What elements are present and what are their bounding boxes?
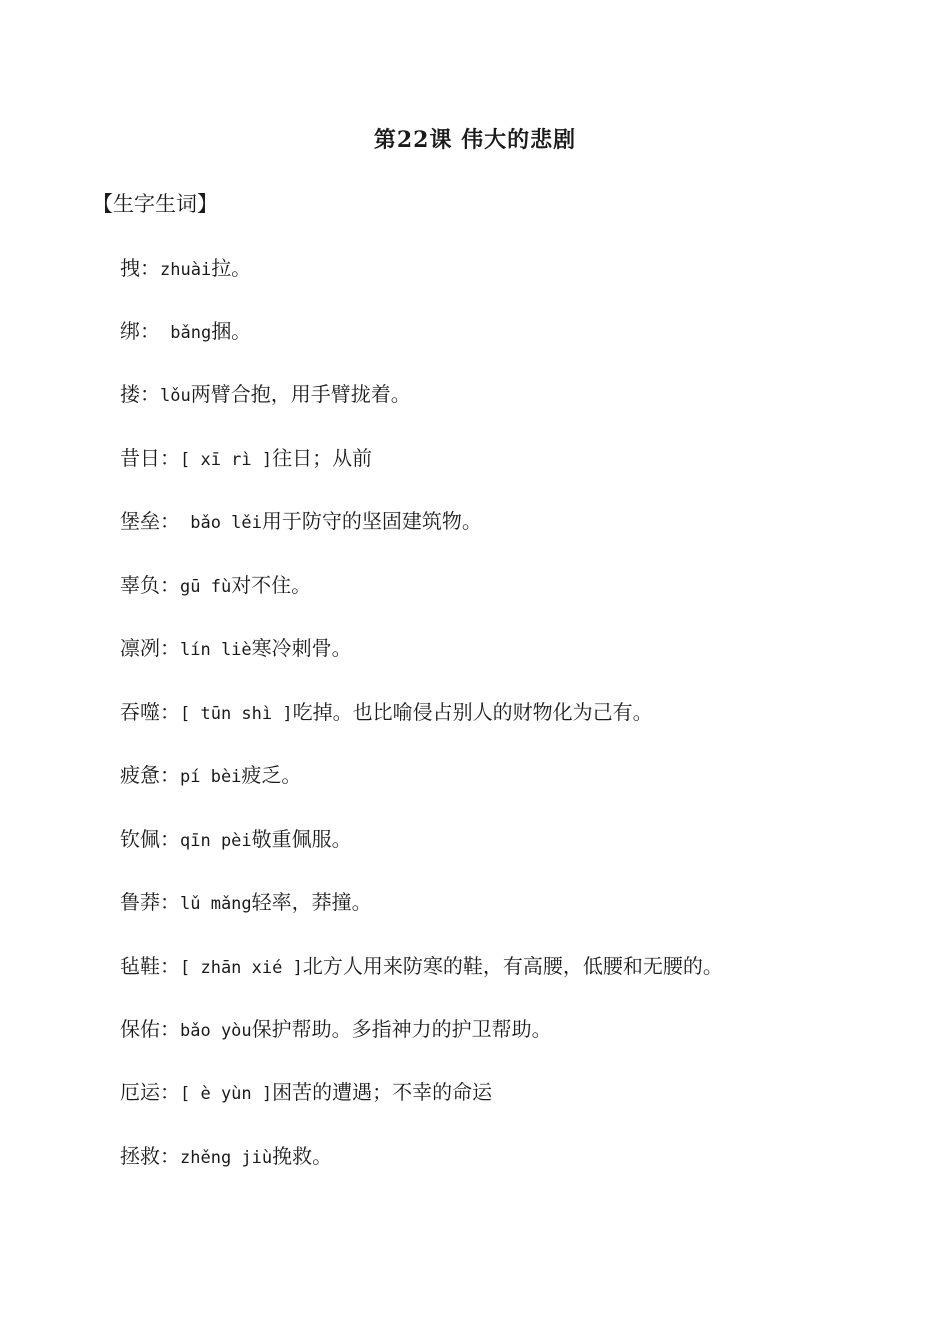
- vocab-word: 凛冽：: [120, 636, 180, 660]
- vocab-word: 保佑：: [120, 1017, 180, 1041]
- vocab-word: 吞噬：: [120, 700, 180, 724]
- vocab-pinyin: [ zhān xié ]: [180, 958, 303, 978]
- vocab-entry: [120, 759, 301, 793]
- vocab-word: 绑：: [120, 319, 160, 343]
- vocab-entry: [120, 569, 311, 603]
- vocab-word: 拯救：: [120, 1144, 180, 1168]
- vocab-meaning: 对不住。: [231, 573, 312, 597]
- vocab-entry: [120, 315, 251, 349]
- vocab-entry: [120, 950, 723, 984]
- vocab-entry: [120, 1076, 492, 1110]
- vocab-meaning: 北方人用来防寒的鞋，有高腰，低腰和无腰的。: [302, 954, 723, 978]
- vocab-entry: [120, 823, 352, 857]
- vocab-entry: [120, 696, 653, 730]
- vocab-word: 钦佩：: [120, 827, 180, 851]
- vocab-meaning: 吃掉。也比喻侵占别人的财物化为己有。: [292, 700, 653, 724]
- vocab-pinyin: lǒu: [160, 386, 191, 406]
- vocab-word: 鲁莽：: [120, 890, 180, 914]
- vocab-word: 堡垒：: [120, 509, 180, 533]
- vocab-meaning: 用于防守的坚固建筑物。: [261, 509, 482, 533]
- vocab-word: 辜负：: [120, 573, 180, 597]
- vocab-entry: [120, 378, 411, 412]
- vocab-word: 厄运：: [120, 1080, 180, 1104]
- vocab-pinyin: bǎo lěi: [180, 513, 262, 533]
- vocab-meaning: 困苦的遭遇；不幸的命运: [272, 1080, 493, 1104]
- vocab-entry: [120, 1140, 332, 1174]
- page-title: 第22课 伟大的悲剧: [373, 127, 577, 153]
- vocab-word: 昔日：: [120, 446, 180, 470]
- vocab-meaning: 寒冷刺骨。: [251, 636, 352, 660]
- vocab-pinyin: lǔ mǎng: [180, 894, 252, 914]
- vocab-entry: [120, 632, 352, 666]
- vocab-entry: [120, 1013, 552, 1047]
- section-heading: 【生字生词】: [92, 192, 218, 216]
- vocab-entry: [120, 886, 372, 920]
- vocab-meaning: 敬重佩服。: [251, 827, 352, 851]
- vocab-pinyin: gū fù: [180, 577, 232, 597]
- vocab-meaning: 两臂合抱，用手臂拢着。: [190, 382, 411, 406]
- vocab-pinyin: [ è yùn ]: [180, 1084, 273, 1104]
- vocab-pinyin: zhuài: [160, 260, 212, 280]
- vocab-meaning: 拉。: [211, 256, 252, 280]
- vocab-pinyin: lín liè: [180, 640, 252, 660]
- vocab-word: 拽：: [120, 256, 160, 280]
- vocab-word: 搂：: [120, 382, 160, 406]
- vocab-pinyin: zhěng jiù: [180, 1148, 273, 1168]
- vocab-meaning: 往日；从前: [272, 446, 373, 470]
- vocab-meaning: 疲乏。: [241, 763, 302, 787]
- vocab-pinyin: bǎng: [160, 323, 212, 343]
- vocab-word: 疲惫：: [120, 763, 180, 787]
- vocab-meaning: 保护帮助。多指神力的护卫帮助。: [251, 1017, 552, 1041]
- vocab-pinyin: bǎo yòu: [180, 1021, 252, 1041]
- vocab-entry: [120, 442, 372, 476]
- vocab-meaning: 轻率，莽撞。: [251, 890, 372, 914]
- vocab-pinyin: [ xī rì ]: [180, 450, 273, 470]
- vocab-word: 毡鞋：: [120, 954, 180, 978]
- vocab-pinyin: [ tūn shì ]: [180, 704, 293, 724]
- vocab-meaning: 捆。: [211, 319, 252, 343]
- vocab-pinyin: pí bèi: [180, 767, 242, 787]
- vocab-meaning: 挽救。: [272, 1144, 333, 1168]
- vocab-entry: [120, 505, 482, 539]
- vocab-entry: [120, 252, 251, 286]
- vocab-pinyin: qīn pèi: [180, 831, 252, 851]
